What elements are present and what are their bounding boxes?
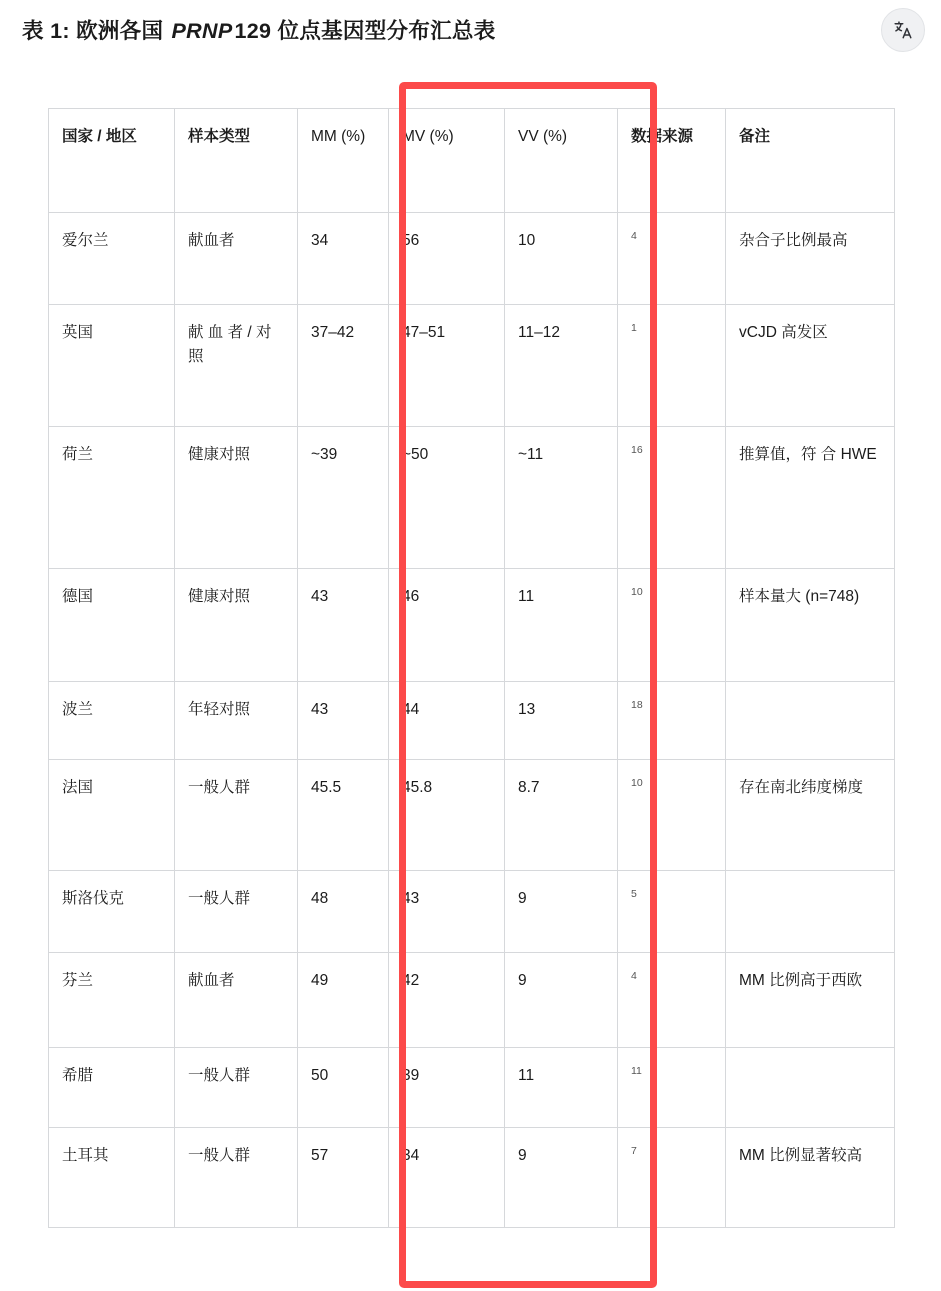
- cell-source: 7: [618, 1128, 726, 1228]
- cell-vv: 11–12: [505, 305, 618, 427]
- cell-source: 4: [618, 953, 726, 1048]
- cell-sample: 年轻对照: [175, 682, 298, 760]
- cell-country: 德国: [49, 569, 175, 682]
- cell-source: 5: [618, 871, 726, 953]
- cell-note: 样本量大 (n=748): [726, 569, 895, 682]
- cell-sample: 献血者: [175, 953, 298, 1048]
- genotype-distribution-table: [48, 108, 894, 1228]
- cell-sample: 一般人群: [175, 871, 298, 953]
- cell-country: 斯洛伐克: [49, 871, 175, 953]
- cell-source: 16: [618, 427, 726, 569]
- cell-mv: 47–51: [389, 305, 505, 427]
- header-sample-type: 样本类型: [175, 109, 298, 213]
- header-source: 数据来源: [618, 109, 726, 213]
- cell-mm: 43: [298, 569, 389, 682]
- cell-country: 英国: [49, 305, 175, 427]
- header-mv: MV (%): [389, 109, 505, 213]
- translate-icon: [892, 19, 914, 41]
- cell-note: [726, 871, 895, 953]
- cell-note: 推算值，符 合 HWE: [726, 427, 895, 569]
- cell-mm: ~39: [298, 427, 389, 569]
- header-mm: MM (%): [298, 109, 389, 213]
- cell-note: vCJD 高发区: [726, 305, 895, 427]
- cell-sample: 献 血 者 / 对照: [175, 305, 298, 427]
- cell-mv: 39: [389, 1048, 505, 1128]
- page-title: [22, 10, 871, 54]
- table-row: [49, 569, 895, 682]
- cell-mm: 50: [298, 1048, 389, 1128]
- cell-vv: 9: [505, 871, 618, 953]
- cell-source: 1: [618, 305, 726, 427]
- page-title-text: [22, 18, 496, 46]
- cell-sample: 一般人群: [175, 1048, 298, 1128]
- cell-source: 18: [618, 682, 726, 760]
- cell-note: [726, 1048, 895, 1128]
- table-row: [49, 427, 895, 569]
- cell-mv: 34: [389, 1128, 505, 1228]
- cell-sample: 一般人群: [175, 1128, 298, 1228]
- cell-note: 杂合子比例最高: [726, 213, 895, 305]
- cell-note: [726, 682, 895, 760]
- cell-vv: 9: [505, 1128, 618, 1228]
- table-row: [49, 213, 895, 305]
- cell-mm: 45.5: [298, 760, 389, 871]
- translate-icon-button[interactable]: [881, 8, 925, 52]
- table-row: [49, 305, 895, 427]
- table-row: [49, 1048, 895, 1128]
- cell-source: 10: [618, 760, 726, 871]
- cell-vv: 10: [505, 213, 618, 305]
- cell-country: 法国: [49, 760, 175, 871]
- cell-mm: 43: [298, 682, 389, 760]
- cell-vv: 11: [505, 569, 618, 682]
- cell-sample: 献血者: [175, 213, 298, 305]
- table-row: [49, 953, 895, 1048]
- cell-sample: 一般人群: [175, 760, 298, 871]
- table-header-row: [49, 109, 895, 213]
- cell-source: 4: [618, 213, 726, 305]
- cell-mv: 42: [389, 953, 505, 1048]
- cell-mm: 48: [298, 871, 389, 953]
- cell-country: 波兰: [49, 682, 175, 760]
- header-vv: VV (%): [505, 109, 618, 213]
- table-row: [49, 871, 895, 953]
- title-prefix: 表 1: 欧洲各国: [22, 19, 170, 44]
- table-row: [49, 760, 895, 871]
- cell-mm: 34: [298, 213, 389, 305]
- cell-vv: 9: [505, 953, 618, 1048]
- cell-mm: 49: [298, 953, 389, 1048]
- cell-country: 土耳其: [49, 1128, 175, 1228]
- cell-source: 11: [618, 1048, 726, 1128]
- table-row: [49, 682, 895, 760]
- cell-mv: ~50: [389, 427, 505, 569]
- title-suffix: 129 位点基因型分布汇总表: [234, 19, 496, 44]
- header-note: 备注: [726, 109, 895, 213]
- cell-country: 芬兰: [49, 953, 175, 1048]
- cell-mm: 37–42: [298, 305, 389, 427]
- table-row: [49, 1128, 895, 1228]
- title-italic-gene: PRNP: [171, 19, 233, 44]
- cell-vv: ~11: [505, 427, 618, 569]
- cell-mm: 57: [298, 1128, 389, 1228]
- cell-note: 存在南北纬度梯度: [726, 760, 895, 871]
- cell-sample: 健康对照: [175, 569, 298, 682]
- cell-country: 荷兰: [49, 427, 175, 569]
- cell-mv: 43: [389, 871, 505, 953]
- header-country: 国家 / 地区: [49, 109, 175, 213]
- cell-mv: 45.8: [389, 760, 505, 871]
- cell-vv: 11: [505, 1048, 618, 1128]
- cell-mv: 44: [389, 682, 505, 760]
- cell-country: 爱尔兰: [49, 213, 175, 305]
- cell-source: 10: [618, 569, 726, 682]
- cell-vv: 13: [505, 682, 618, 760]
- cell-vv: 8.7: [505, 760, 618, 871]
- cell-note: MM 比例高于西欧: [726, 953, 895, 1048]
- cell-country: 希腊: [49, 1048, 175, 1128]
- cell-mv: 56: [389, 213, 505, 305]
- cell-sample: 健康对照: [175, 427, 298, 569]
- cell-note: MM 比例显著较高: [726, 1128, 895, 1228]
- cell-mv: 46: [389, 569, 505, 682]
